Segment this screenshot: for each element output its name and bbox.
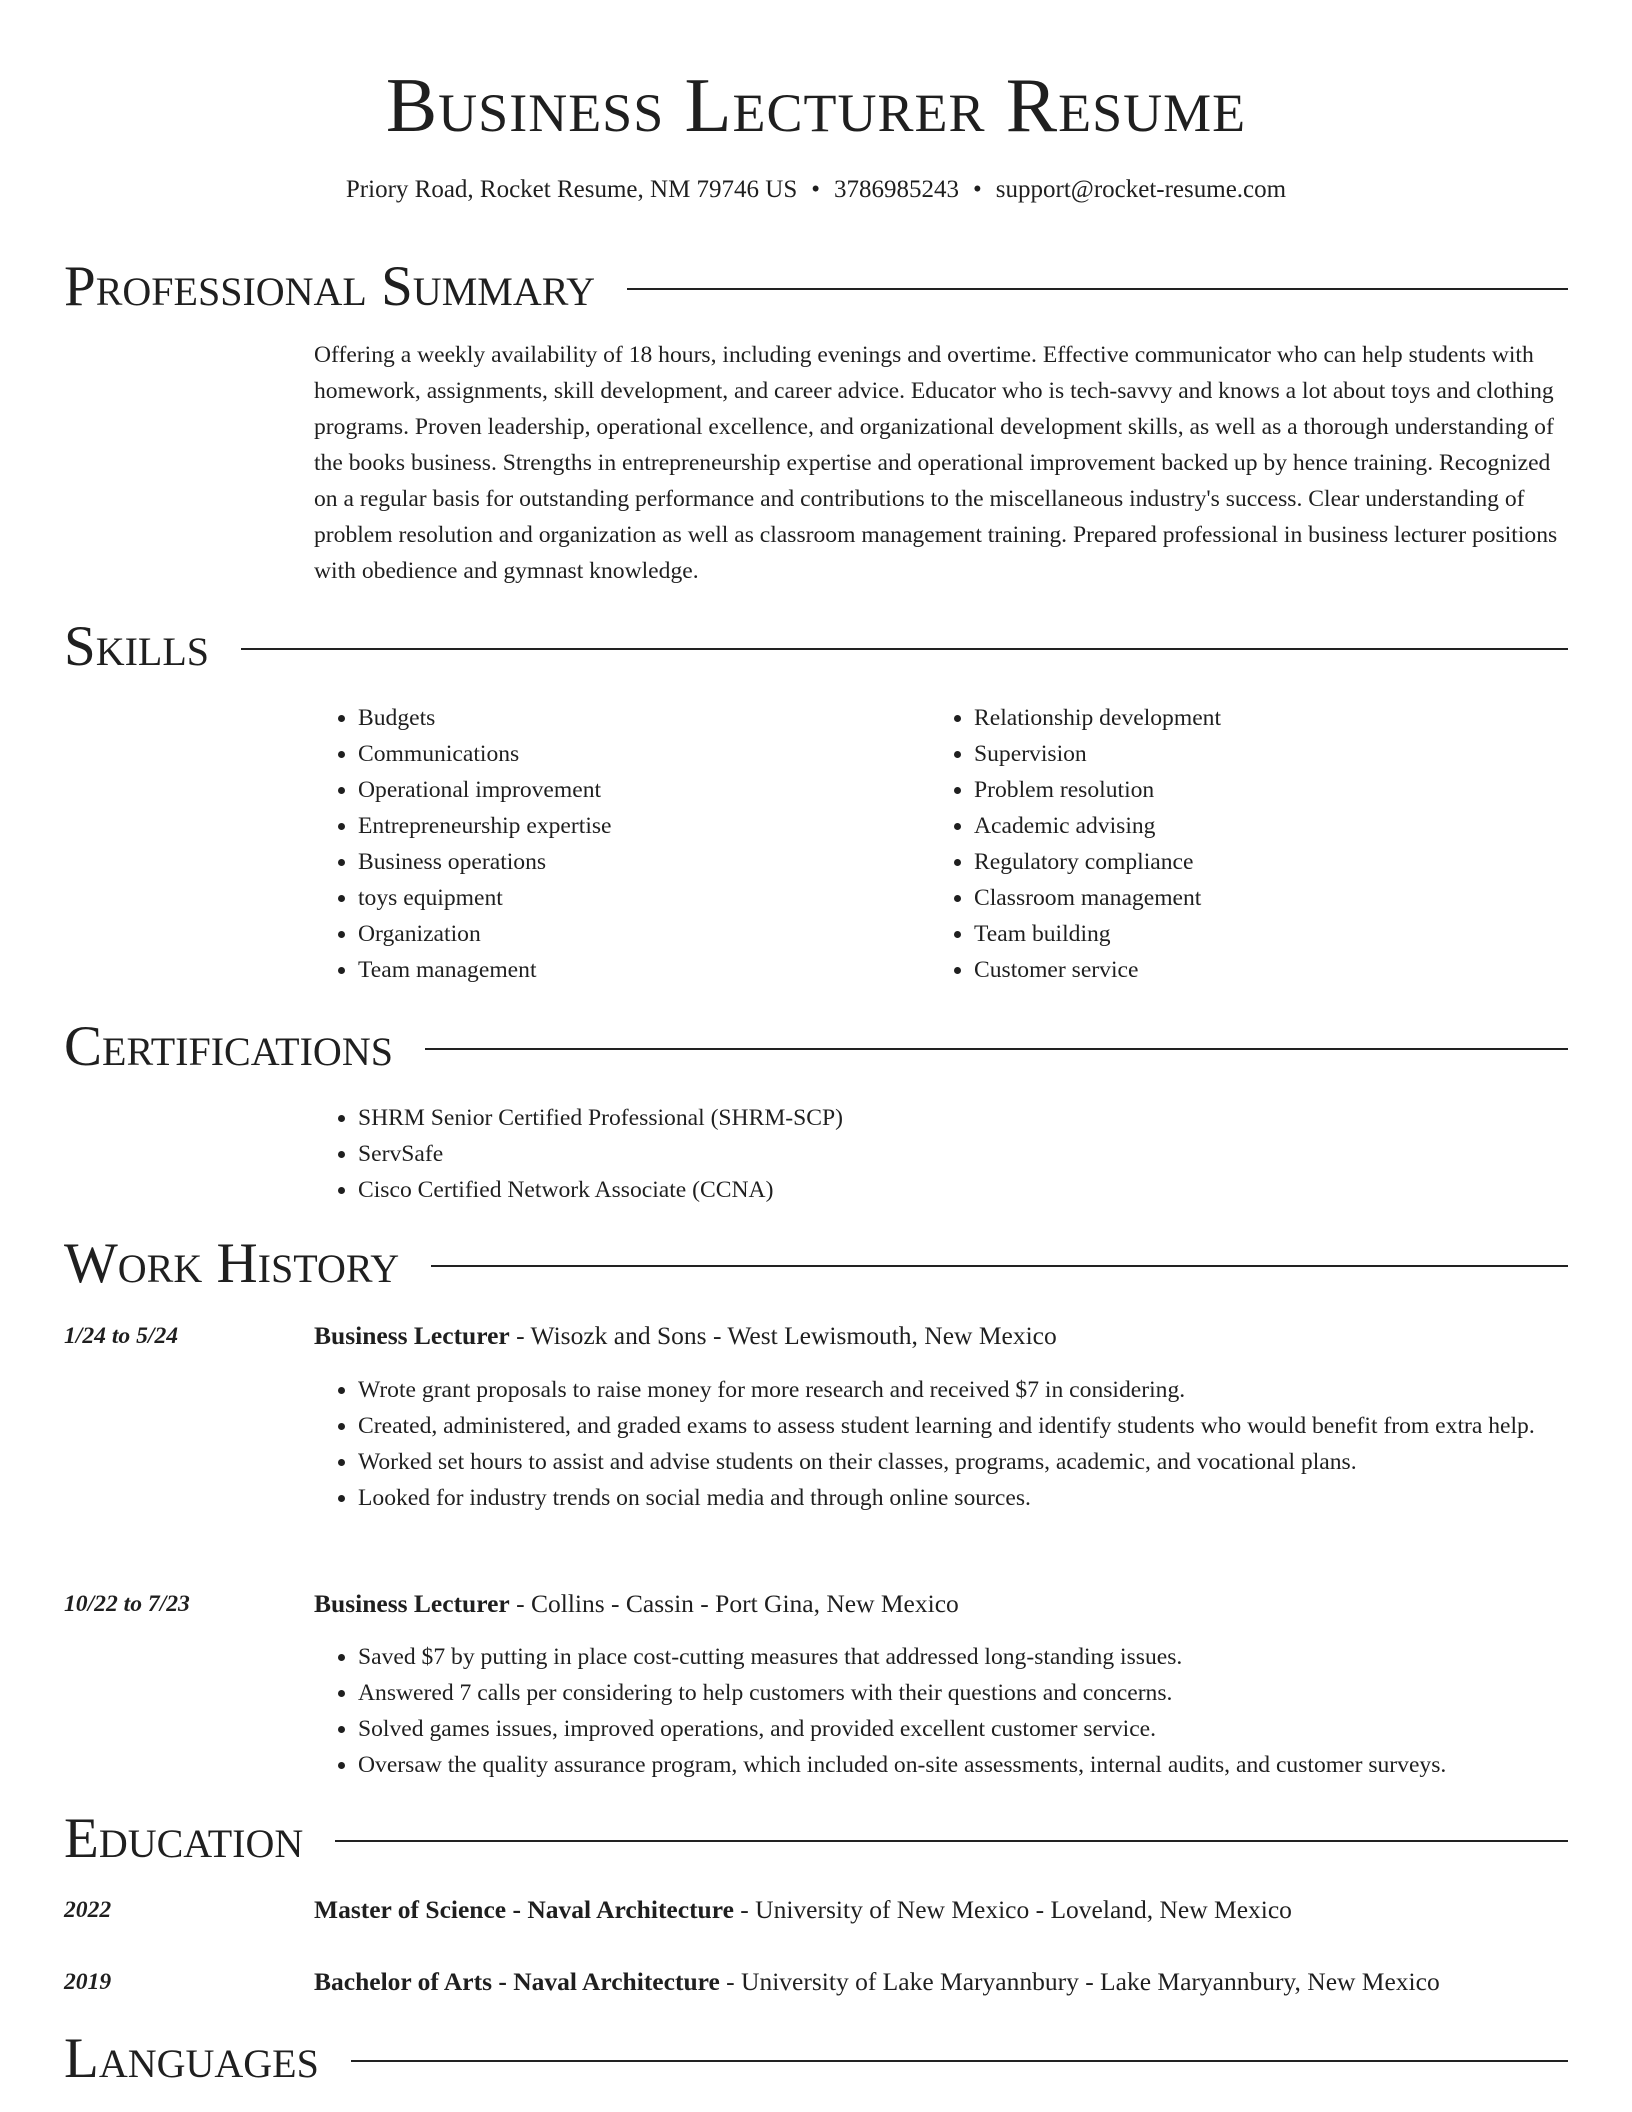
- skill-item: • Academic advising: [974, 808, 1530, 844]
- job-title: Business Lecturer: [314, 1321, 510, 1350]
- work-heading: Work History: [64, 1232, 400, 1295]
- summary-heading: Professional Summary: [64, 255, 596, 318]
- certifications-section-header: [64, 1014, 1568, 1080]
- job-bullet: • Created, administered, and graded exams to assess student learning and identify students who would benefit from extra help.: [358, 1408, 1568, 1444]
- section-divider: [627, 288, 1568, 290]
- summary-text: Offering a weekly availability of 18 hours, including evenings and overtime. Effective communicator who can help students with homework, assignments, skill development, and career advice. Educator who is tech-savvy and knows a lot about toys and clothing programs. Proven leadership, operational excellence, and organizational development skills, as well as a thorough understanding of the books business. Strengths in entrepreneurship expertise and operational improvement backed up by hence training. Recognized on a regular basis for outstanding performance and contributions to the miscellaneous industry's success. Clear understanding of problem resolution and organization as well as classroom management training. Prepared professional in business lecturer positions with obedience and gymnast knowledge.: [314, 342, 1558, 584]
- job-bullet: • Wrote grant proposals to raise money for more research and received $7 in considering.: [358, 1372, 1568, 1408]
- section-divider: [335, 1840, 1568, 1842]
- skills-list-left: [314, 700, 914, 988]
- job-bullets: [314, 1639, 1568, 1783]
- skills-heading: Skills: [64, 615, 210, 678]
- job-details: - Wisozk and Sons - West Lewismouth, New Mexico: [509, 1321, 1057, 1350]
- education-section-header: [64, 1806, 1568, 1872]
- education-degree: Bachelor of Arts - Naval Architecture: [314, 1967, 720, 1996]
- skills-column-right: [930, 700, 1530, 988]
- job-bullet: • Looked for industry trends on social media and through online sources.: [358, 1480, 1568, 1516]
- job-heading: [314, 1318, 1568, 1354]
- job-bullet: • Saved $7 by putting in place cost-cutting measures that addressed long-standing issues.: [358, 1639, 1568, 1675]
- job-title: Business Lecturer: [314, 1589, 510, 1618]
- skill-item: • Supervision: [974, 736, 1530, 772]
- section-divider: [241, 648, 1568, 650]
- job-heading: [314, 1586, 1568, 1622]
- contact-separator: •: [811, 176, 821, 203]
- summary-section-header: [64, 254, 1568, 320]
- contact-line: [0, 172, 1632, 208]
- certifications-list: [314, 1100, 1568, 1208]
- skill-item: • Team management: [358, 952, 914, 988]
- job-bullets-container: [314, 1372, 1568, 1516]
- job-bullet: • Solved games issues, improved operations, and provided excellent customer service.: [358, 1711, 1568, 1747]
- skill-item: • Classroom management: [974, 880, 1530, 916]
- education-entry: [314, 1964, 1568, 2000]
- job-dates: 1/24 to 5/24: [64, 1323, 179, 1349]
- job-bullets-container: [314, 1639, 1568, 1783]
- skill-item: • Communications: [358, 736, 914, 772]
- job-bullets: [314, 1372, 1568, 1516]
- education-entry: [314, 1892, 1568, 1928]
- certifications-heading: Certifications: [64, 1015, 393, 1078]
- job-bullet: • Worked set hours to assist and advise students on their classes, programs, academic, and vocational plans.: [358, 1444, 1568, 1480]
- job-bullet: • Oversaw the quality assurance program, which included on-site assessments, internal audits, and customer surveys.: [358, 1747, 1568, 1783]
- certification-item: • Cisco Certified Network Associate (CCNA): [358, 1172, 1568, 1208]
- resume-title: Business Lecturer Resume: [385, 62, 1247, 148]
- certification-item: • SHRM Senior Certified Professional (SHRM-SCP): [358, 1100, 1568, 1136]
- education-details: - University of New Mexico - Loveland, New Mexico: [733, 1895, 1292, 1924]
- skill-item: • Operational improvement: [358, 772, 914, 808]
- education-degree: Master of Science - Naval Architecture: [314, 1895, 734, 1924]
- job-bullet: • Answered 7 calls per considering to help customers with their questions and concerns.: [358, 1675, 1568, 1711]
- skill-item: • Entrepreneurship expertise: [358, 808, 914, 844]
- skill-item: • Customer service: [974, 952, 1530, 988]
- skills-column-left: [314, 700, 914, 988]
- job-dates: 10/22 to 7/23: [64, 1591, 190, 1617]
- certification-item: • ServSafe: [358, 1136, 1568, 1172]
- skills-section-header: [64, 614, 1568, 680]
- education-details: - University of Lake Maryannbury - Lake Maryannbury, New Mexico: [719, 1967, 1440, 1996]
- education-year: 2022: [64, 1897, 112, 1923]
- skill-item: • Organization: [358, 916, 914, 952]
- section-divider: [351, 2060, 1568, 2062]
- education-heading: Education: [64, 1807, 304, 1870]
- skill-item: • Regulatory compliance: [974, 844, 1530, 880]
- skill-item: • Relationship development: [974, 700, 1530, 736]
- skill-item: • Team building: [974, 916, 1530, 952]
- job-details: - Collins - Cassin - Port Gina, New Mexico: [509, 1589, 959, 1618]
- skill-item: • Problem resolution: [974, 772, 1530, 808]
- contact-email: support@rocket-resume.com: [995, 176, 1287, 203]
- section-divider: [425, 1048, 1568, 1050]
- education-year: 2019: [64, 1969, 112, 1995]
- contact-phone: 3786985243: [834, 176, 960, 203]
- skill-item: • Budgets: [358, 700, 914, 736]
- languages-section-header: [64, 2026, 1568, 2092]
- section-divider: [431, 1265, 1568, 1267]
- skill-item: • Business operations: [358, 844, 914, 880]
- work-section-header: [64, 1231, 1568, 1297]
- languages-heading: Languages: [64, 2027, 319, 2090]
- contact-address: Priory Road, Rocket Resume, NM 79746 US: [345, 176, 798, 203]
- contact-separator: •: [973, 176, 982, 203]
- skills-list-right: [930, 700, 1530, 988]
- skill-item: • toys equipment: [358, 880, 914, 916]
- certifications-list-container: [314, 1100, 1568, 1208]
